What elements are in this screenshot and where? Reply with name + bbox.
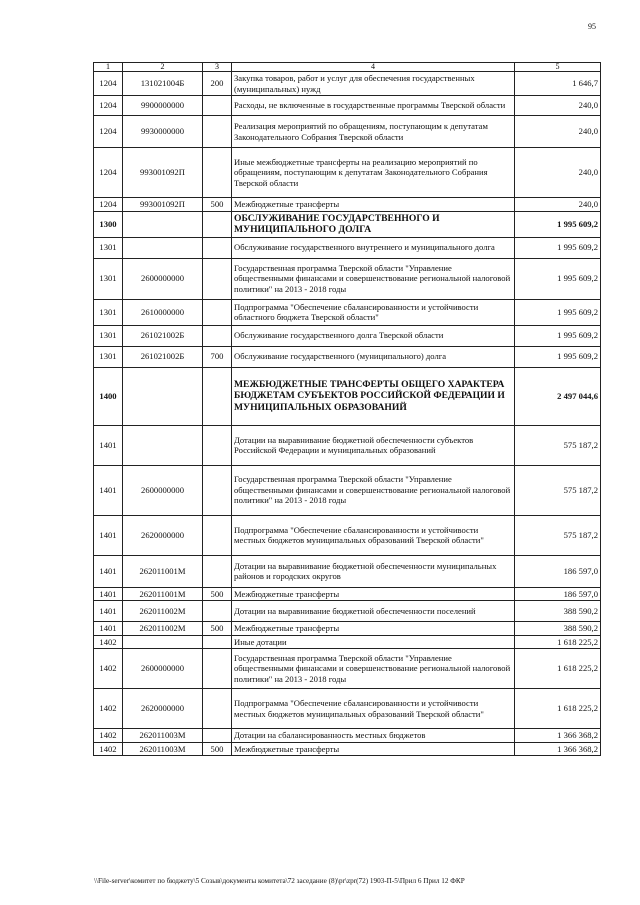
target-code-cell: 261021002Б <box>123 346 203 367</box>
amount-cell: 240,0 <box>515 148 601 198</box>
section-code-cell: 1401 <box>94 587 123 601</box>
table-row <box>94 742 601 756</box>
table-row <box>94 198 601 212</box>
section-code-cell: 1301 <box>94 325 123 346</box>
expense-type-cell: 500 <box>203 587 232 601</box>
section-code-cell: 1401 <box>94 622 123 636</box>
section-code-cell: 1401 <box>94 601 123 622</box>
expense-type-cell <box>203 325 232 346</box>
footer-file-path: \\File-server\комитет по бюджету\5 Созыв\документы комитета\72 заседание (8)\pr\zpr(72) 1903-П-5\Прил 6 Прил 12 ФКР <box>94 877 465 885</box>
expense-type-cell <box>203 555 232 587</box>
section-code-cell: 1204 <box>94 198 123 212</box>
page-number: 95 <box>588 22 596 31</box>
item-name-cell: Иные межбюджетные трансферты на реализацию мероприятий по обращениям, поступающим к депутатам Законодательного Собрания Тверской области <box>232 148 515 198</box>
table-row <box>94 299 601 325</box>
target-code-cell: 993001092П <box>123 148 203 198</box>
expense-type-cell <box>203 367 232 425</box>
section-code-cell: 1401 <box>94 425 123 465</box>
item-name-cell: Реализация мероприятий по обращениям, поступающим к депутатам Законодательного Собрания Тверской области <box>232 116 515 148</box>
item-name-cell: Государственная программа Тверской области "Управление общественными финансами и совершенствование региональной налоговой политики" на 2013 - 2018 годы <box>232 465 515 515</box>
expense-type-cell: 700 <box>203 346 232 367</box>
amount-cell: 1 618 225,2 <box>515 649 601 689</box>
target-code-cell: 131021004Б <box>123 72 203 96</box>
item-name-cell: Обслуживание государственного долга Тверской области <box>232 325 515 346</box>
item-name-cell: Дотации на выравнивание бюджетной обеспеченности субъектов Российской Федерации и муниципальных образований <box>232 425 515 465</box>
table-row <box>94 346 601 367</box>
table-row <box>94 649 601 689</box>
expense-type-cell <box>203 649 232 689</box>
table-row <box>94 258 601 299</box>
column-number: 1 <box>94 63 123 72</box>
amount-cell: 388 590,2 <box>515 601 601 622</box>
item-name-cell: Государственная программа Тверской области "Управление общественными финансами и совершенствование региональной налоговой политики" на 2013 - 2018 годы <box>232 258 515 299</box>
item-name-cell: Расходы, не включенные в государственные программы Тверской области <box>232 96 515 116</box>
item-name-cell: Подпрограмма "Обеспечение сбалансированности и устойчивости областного бюджета Тверской области" <box>232 299 515 325</box>
table-row <box>94 622 601 636</box>
table-row <box>94 729 601 743</box>
section-code-cell: 1402 <box>94 742 123 756</box>
table-row <box>94 555 601 587</box>
amount-cell: 1 995 609,2 <box>515 237 601 258</box>
expense-type-cell <box>203 258 232 299</box>
table-row <box>94 367 601 425</box>
item-name-cell: Межбюджетные трансферты <box>232 622 515 636</box>
table-row <box>94 635 601 649</box>
table-row <box>94 515 601 555</box>
target-code-cell: 262011003М <box>123 742 203 756</box>
section-code-cell: 1401 <box>94 465 123 515</box>
target-code-cell: 261021002Б <box>123 325 203 346</box>
item-name-cell: Межбюджетные трансферты <box>232 587 515 601</box>
table-row <box>94 601 601 622</box>
target-code-cell: 262011003М <box>123 729 203 743</box>
item-name-cell: Дотации на выравнивание бюджетной обеспеченности поселений <box>232 601 515 622</box>
item-name-cell: Государственная программа Тверской области "Управление общественными финансами и совершенствование региональной налоговой политики" на 2013 - 2018 годы <box>232 649 515 689</box>
target-code-cell: 2620000000 <box>123 689 203 729</box>
item-name-cell: МЕЖБЮДЖЕТНЫЕ ТРАНСФЕРТЫ ОБЩЕГО ХАРАКТЕРА БЮДЖЕТАМ СУБЪЕКТОВ РОССИЙСКОЙ ФЕДЕРАЦИИ И МУНИЦИПАЛЬНЫХ ОБРАЗОВАНИЙ <box>232 367 515 425</box>
table-row <box>94 72 601 96</box>
section-code-cell: 1204 <box>94 96 123 116</box>
item-name-cell: Закупка товаров, работ и услуг для обеспечения государственных (муниципальных) нужд <box>232 72 515 96</box>
target-code-cell <box>123 425 203 465</box>
column-number-row <box>94 63 601 72</box>
item-name-cell: Межбюджетные трансферты <box>232 742 515 756</box>
table-row <box>94 237 601 258</box>
amount-cell: 186 597,0 <box>515 555 601 587</box>
item-name-cell: Подпрограмма "Обеспечение сбалансированности и устойчивости местных бюджетов муниципальных образований Тверской области" <box>232 515 515 555</box>
section-code-cell: 1402 <box>94 729 123 743</box>
amount-cell: 1 995 609,2 <box>515 211 601 237</box>
section-code-cell: 1204 <box>94 148 123 198</box>
item-name-cell: Межбюджетные трансферты <box>232 198 515 212</box>
target-code-cell: 262011002М <box>123 622 203 636</box>
table-row <box>94 587 601 601</box>
table-row <box>94 96 601 116</box>
amount-cell: 575 187,2 <box>515 515 601 555</box>
expense-type-cell: 500 <box>203 622 232 636</box>
target-code-cell <box>123 635 203 649</box>
item-name-cell: Иные дотации <box>232 635 515 649</box>
expense-type-cell <box>203 515 232 555</box>
section-code-cell: 1204 <box>94 72 123 96</box>
target-code-cell: 9930000000 <box>123 116 203 148</box>
expense-type-cell <box>203 601 232 622</box>
amount-cell: 575 187,2 <box>515 425 601 465</box>
column-number: 5 <box>515 63 601 72</box>
table-row <box>94 689 601 729</box>
expense-type-cell: 500 <box>203 742 232 756</box>
section-code-cell: 1402 <box>94 689 123 729</box>
expense-type-cell <box>203 211 232 237</box>
amount-cell: 2 497 044,6 <box>515 367 601 425</box>
table-row <box>94 211 601 237</box>
expense-type-cell: 200 <box>203 72 232 96</box>
amount-cell: 388 590,2 <box>515 622 601 636</box>
expense-type-cell <box>203 299 232 325</box>
amount-cell: 240,0 <box>515 96 601 116</box>
column-number: 4 <box>232 63 515 72</box>
amount-cell: 1 366 368,2 <box>515 742 601 756</box>
table-row <box>94 465 601 515</box>
section-code-cell: 1300 <box>94 211 123 237</box>
table-row <box>94 325 601 346</box>
target-code-cell: 2610000000 <box>123 299 203 325</box>
item-name-cell: Обслуживание государственного внутреннего и муниципального долга <box>232 237 515 258</box>
target-code-cell: 993001092П <box>123 198 203 212</box>
budget-table <box>93 62 601 756</box>
item-name-cell: Дотации на сбалансированность местных бюджетов <box>232 729 515 743</box>
expense-type-cell <box>203 116 232 148</box>
amount-cell: 1 646,7 <box>515 72 601 96</box>
amount-cell: 1 618 225,2 <box>515 689 601 729</box>
amount-cell: 575 187,2 <box>515 465 601 515</box>
target-code-cell <box>123 211 203 237</box>
target-code-cell <box>123 237 203 258</box>
section-code-cell: 1401 <box>94 555 123 587</box>
section-code-cell: 1301 <box>94 258 123 299</box>
amount-cell: 1 995 609,2 <box>515 325 601 346</box>
target-code-cell: 262011001М <box>123 587 203 601</box>
section-code-cell: 1301 <box>94 346 123 367</box>
target-code-cell: 262011001М <box>123 555 203 587</box>
expense-type-cell <box>203 96 232 116</box>
expense-type-cell <box>203 425 232 465</box>
target-code-cell: 9900000000 <box>123 96 203 116</box>
item-name-cell: ОБСЛУЖИВАНИЕ ГОСУДАРСТВЕННОГО И МУНИЦИПАЛЬНОГО ДОЛГА <box>232 211 515 237</box>
table-body <box>94 72 601 756</box>
expense-type-cell <box>203 237 232 258</box>
section-code-cell: 1400 <box>94 367 123 425</box>
amount-cell: 1 995 609,2 <box>515 299 601 325</box>
target-code-cell: 2600000000 <box>123 258 203 299</box>
amount-cell: 186 597,0 <box>515 587 601 601</box>
target-code-cell: 2600000000 <box>123 649 203 689</box>
section-code-cell: 1401 <box>94 515 123 555</box>
section-code-cell: 1301 <box>94 299 123 325</box>
table-row <box>94 425 601 465</box>
item-name-cell: Обслуживание государственного (муниципального) долга <box>232 346 515 367</box>
target-code-cell: 262011002М <box>123 601 203 622</box>
section-code-cell: 1402 <box>94 635 123 649</box>
expense-type-cell <box>203 689 232 729</box>
expense-type-cell <box>203 635 232 649</box>
expense-type-cell <box>203 148 232 198</box>
amount-cell: 1 995 609,2 <box>515 258 601 299</box>
target-code-cell <box>123 367 203 425</box>
section-code-cell: 1204 <box>94 116 123 148</box>
expense-type-cell <box>203 729 232 743</box>
section-code-cell: 1402 <box>94 649 123 689</box>
amount-cell: 1 366 368,2 <box>515 729 601 743</box>
expense-type-cell <box>203 465 232 515</box>
table-row <box>94 116 601 148</box>
amount-cell: 240,0 <box>515 116 601 148</box>
section-code-cell: 1301 <box>94 237 123 258</box>
item-name-cell: Подпрограмма "Обеспечение сбалансированности и устойчивости местных бюджетов муниципальных образований Тверской области" <box>232 689 515 729</box>
table-row <box>94 148 601 198</box>
column-number: 2 <box>123 63 203 72</box>
target-code-cell: 2620000000 <box>123 515 203 555</box>
target-code-cell: 2600000000 <box>123 465 203 515</box>
amount-cell: 240,0 <box>515 198 601 212</box>
column-number: 3 <box>203 63 232 72</box>
expense-type-cell: 500 <box>203 198 232 212</box>
item-name-cell: Дотации на выравнивание бюджетной обеспеченности муниципальных районов и городских округов <box>232 555 515 587</box>
amount-cell: 1 618 225,2 <box>515 635 601 649</box>
amount-cell: 1 995 609,2 <box>515 346 601 367</box>
